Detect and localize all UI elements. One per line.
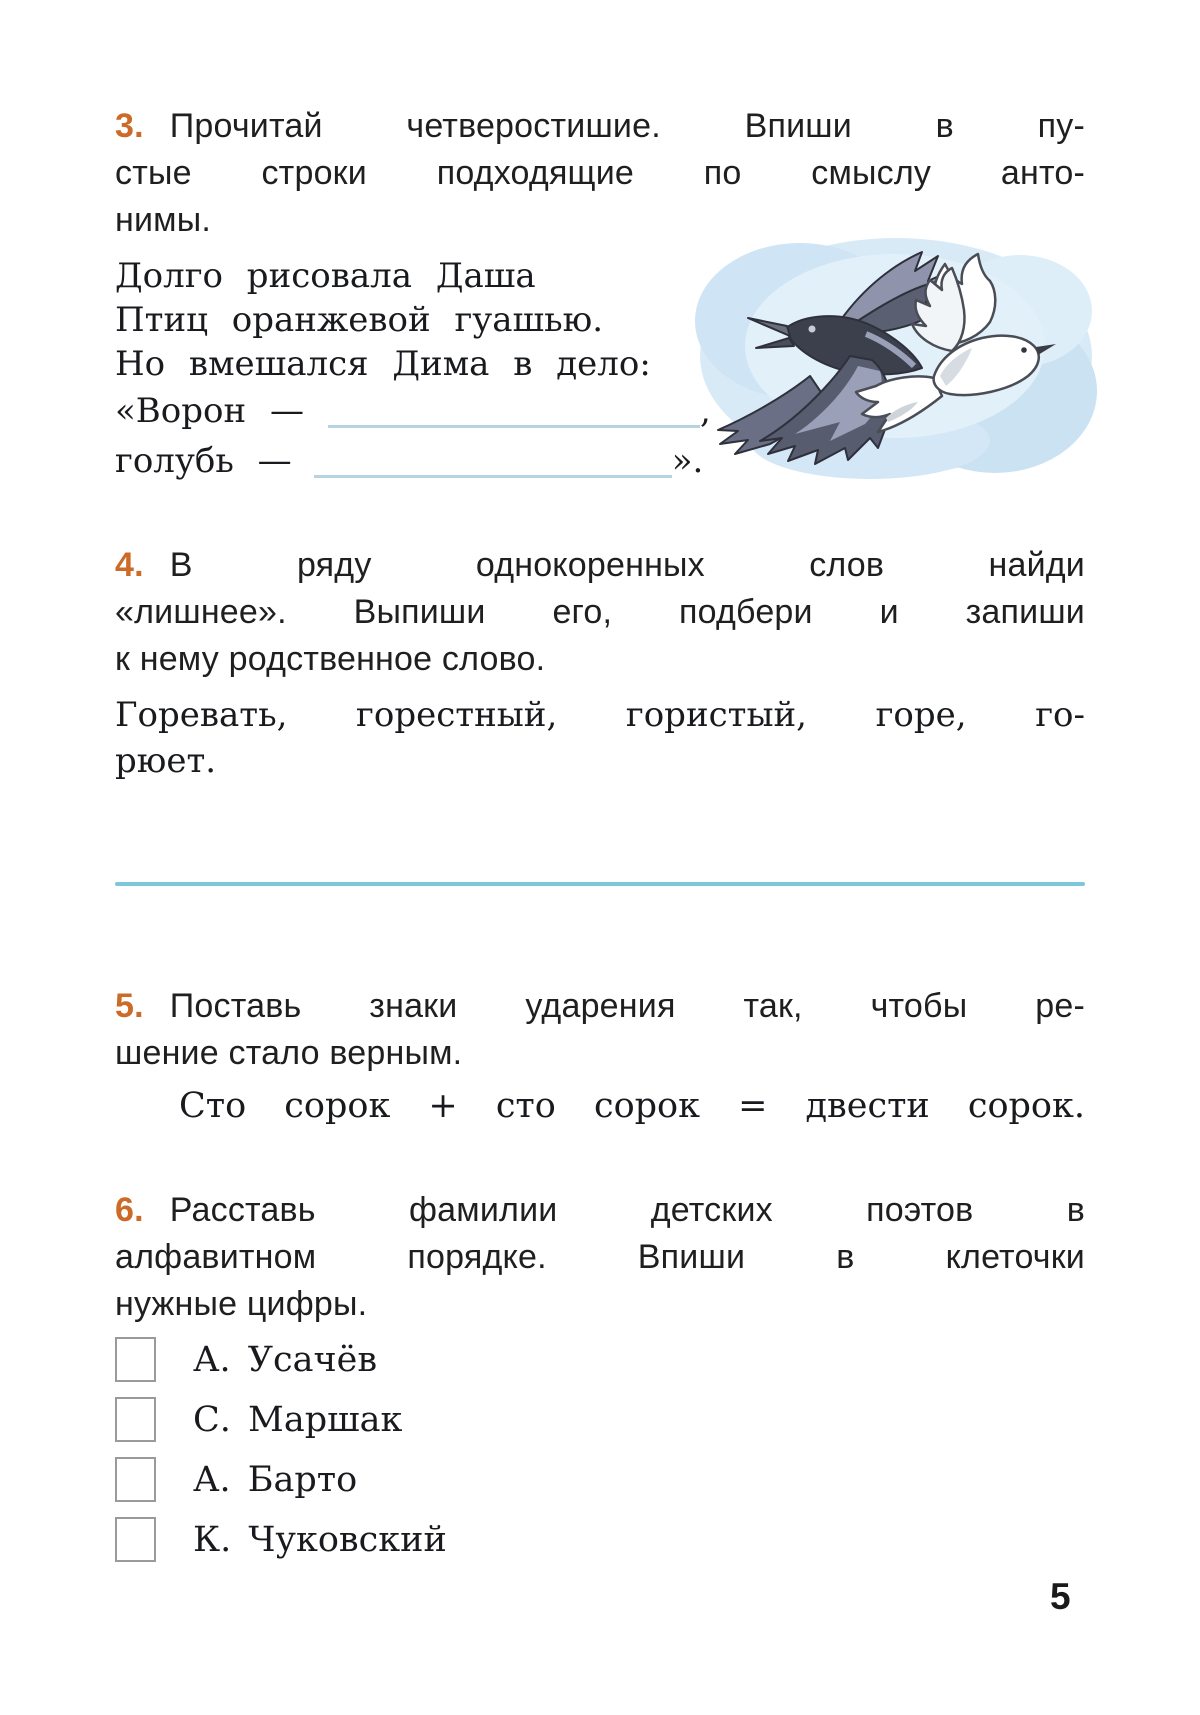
fill-1-prefix: «Ворон — (115, 391, 304, 431)
task-6-number: 6. (115, 1191, 144, 1229)
order-number-cell-3[interactable] (115, 1457, 156, 1502)
task-5-text-line (115, 983, 1085, 1030)
stress-equation: Сто сорок + сто сорок = двести сорок. (179, 1086, 1085, 1126)
task-6-line-3: нужные цифры. (115, 1285, 368, 1323)
task-6-line-2: алфавитном порядке. Впиши в клеточки (115, 1238, 1085, 1276)
task-5-line-2: шение стало верным. (115, 1034, 463, 1072)
poet-name-3: А. Барто (193, 1459, 358, 1500)
poets-list (115, 1336, 1085, 1563)
list-item (115, 1456, 1085, 1503)
task-4-line-2: «лишнее». Выпиши его, подбери и запиши (115, 593, 1085, 631)
poet-name-4: К. Чуковский (193, 1519, 447, 1560)
task-5-line-1: Поставь знаки ударения так, чтобы ре- (169, 987, 1085, 1025)
task-3-line-1: Прочитай четверостишие. Впиши в пу- (169, 107, 1085, 145)
task-5 (115, 983, 1085, 1077)
poem-line-1: Долго рисовала Даша (115, 256, 536, 296)
task-3 (115, 103, 1085, 244)
list-item (115, 1516, 1085, 1563)
order-number-cell-1[interactable] (115, 1337, 156, 1382)
task-3-text-line (115, 103, 1085, 150)
list-item (115, 1336, 1085, 1383)
word-row-line-1: Горевать, горестный, гористый, горе, го- (115, 695, 1085, 735)
order-number-cell-2[interactable] (115, 1397, 156, 1442)
poet-name-1: А. Усачёв (193, 1339, 378, 1380)
task-4 (115, 542, 1085, 683)
poem-line-2: Птиц оранжевой гуашью. (115, 300, 604, 340)
task-4-text-line (115, 542, 1085, 589)
task-6-line-1: Расставь фамилии детских поэтов в (169, 1191, 1085, 1229)
task-3-line-3: нимы. (115, 201, 212, 239)
list-item (115, 1396, 1085, 1443)
order-number-cell-4[interactable] (115, 1517, 156, 1562)
task-4-line-1: В ряду однокоренных слов найди (169, 546, 1085, 584)
task-6 (115, 1187, 1085, 1328)
fill-2-suffix: ». (671, 441, 704, 481)
poet-name-2: С. Маршак (193, 1399, 403, 1440)
poem-block (115, 254, 1085, 486)
task-4-line-3: к нему родственное слово. (115, 640, 546, 678)
answer-blank-line-2[interactable] (314, 474, 672, 478)
task-6-text-line (115, 1187, 1085, 1234)
task-3-number: 3. (115, 107, 144, 145)
word-row-line-2: рюет. (115, 741, 217, 781)
page-number: 5 (1050, 1576, 1071, 1617)
fill-1-suffix: , (699, 391, 711, 431)
section-divider-line (115, 882, 1085, 886)
task-5-number: 5. (115, 987, 144, 1025)
workbook-page (115, 0, 1085, 1576)
fill-2-prefix: голубь — (115, 441, 292, 481)
crow-and-dove-illustration (690, 226, 1102, 484)
task-3-line-2: стые строки подходящие по смыслу анто- (115, 154, 1085, 192)
answer-blank-line-1[interactable] (328, 424, 700, 428)
word-row-block (115, 692, 1085, 784)
poem-line-3: Но вмешался Дима в дело: (115, 344, 651, 384)
task-4-number: 4. (115, 546, 144, 584)
